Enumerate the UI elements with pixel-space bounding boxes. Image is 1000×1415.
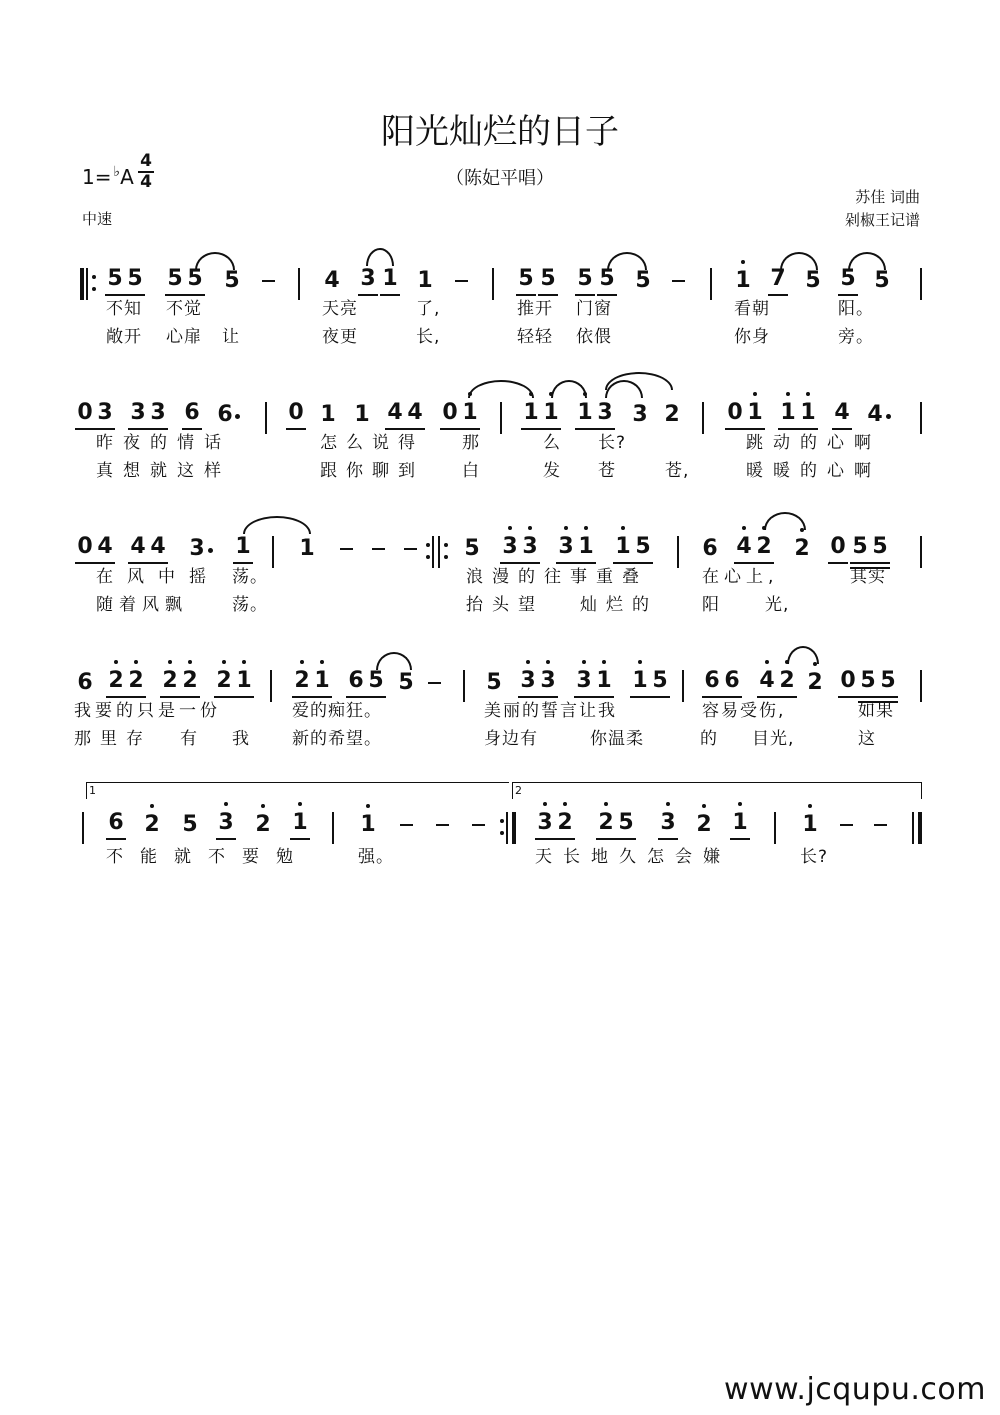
- lyric: 白: [462, 461, 480, 481]
- note-high: 2: [292, 666, 312, 698]
- note-high: 1: [733, 266, 753, 296]
- note: 1: [299, 536, 315, 561]
- lyric: 荡。: [232, 567, 268, 587]
- repeat-dot: [92, 275, 96, 279]
- note: 1: [417, 268, 433, 293]
- note: 6: [702, 536, 718, 561]
- lyric: 其实: [850, 567, 886, 587]
- extension-dash: [672, 280, 685, 282]
- note: 0: [75, 532, 95, 564]
- note-high: 4: [734, 532, 754, 564]
- lyrics-verse-2: [0, 456, 1000, 482]
- note-high: 1: [800, 810, 820, 840]
- note: 5: [366, 666, 386, 698]
- note: 5: [185, 264, 205, 296]
- tie: [605, 372, 673, 390]
- note-high: 1: [460, 398, 480, 430]
- note: 5: [105, 264, 125, 296]
- lyric: 推开: [517, 299, 553, 319]
- note-high: 3: [538, 666, 558, 698]
- note: 1: [354, 402, 370, 427]
- note: 0: [838, 666, 858, 698]
- site-watermark: www.jcqupu.com: [724, 1372, 986, 1407]
- lyric: 灿烂的: [580, 595, 658, 615]
- lyric: 夜更: [322, 327, 358, 347]
- note-high: 2: [777, 666, 797, 698]
- time-numerator: 4: [138, 152, 154, 173]
- note: 5: [125, 264, 145, 296]
- note: 5: [878, 666, 898, 698]
- lyric: 天长地久怎会嫌: [535, 847, 731, 867]
- extension-dash: [436, 824, 449, 826]
- lyric: 门窗: [576, 299, 612, 319]
- lyric: 在风中摇: [96, 567, 220, 587]
- ending-number: 1: [89, 784, 96, 797]
- augmentation-dot: [235, 414, 240, 419]
- note: 0: [828, 532, 848, 564]
- note: 6: [702, 666, 722, 698]
- repeat-end-thick-bar: [512, 812, 516, 844]
- note-high: 4: [757, 666, 777, 698]
- lyric: 跟你聊到: [320, 461, 424, 481]
- extension-dash: [404, 548, 417, 550]
- note: 5: [516, 264, 536, 296]
- lyric: 看朝: [734, 299, 770, 319]
- note-high: 1: [630, 666, 650, 698]
- lyric: 长?: [800, 847, 829, 867]
- note: 7: [768, 264, 788, 296]
- repeat-dot: [500, 831, 504, 835]
- final-thick-bar: [918, 812, 922, 844]
- note-high: 2: [555, 808, 575, 840]
- note-high: 2: [142, 810, 162, 840]
- lyric: 轻轻: [517, 327, 553, 347]
- note-high: 2: [805, 668, 825, 698]
- lyric: 长?: [598, 433, 627, 453]
- note-high: 1: [575, 398, 595, 430]
- note-high: 1: [358, 810, 378, 840]
- tie: [551, 380, 587, 398]
- lyrics-verse-2: [0, 590, 1000, 616]
- note-high: 1: [594, 666, 614, 698]
- lyrics-verse-1: [0, 842, 1000, 868]
- note-high: 3: [658, 808, 678, 840]
- repeat-dot: [426, 555, 430, 559]
- note: 5: [224, 268, 240, 293]
- note-high: 2: [754, 532, 774, 564]
- lyric: 新的希望。: [292, 729, 382, 749]
- note-high: 3: [574, 666, 594, 698]
- note: 0: [286, 398, 306, 430]
- repeat-dot: [444, 543, 448, 547]
- note: 0: [725, 398, 745, 430]
- barline: [332, 812, 334, 844]
- repeat-dot: [444, 555, 448, 559]
- final-bar: [912, 812, 914, 844]
- note: 5: [805, 268, 821, 293]
- note: 5: [635, 268, 651, 293]
- notation-line: [0, 504, 1000, 564]
- note-high: 1: [541, 398, 561, 430]
- tie: [764, 512, 806, 530]
- note: 5: [575, 264, 595, 296]
- lyric: 目光,: [752, 729, 795, 749]
- lyric: 有: [180, 729, 198, 749]
- repeat-dot: [500, 819, 504, 823]
- note: 3: [189, 536, 205, 561]
- lyric: 的: [700, 729, 718, 749]
- tie: [366, 248, 394, 266]
- note: 3: [595, 398, 615, 430]
- note: 6: [106, 808, 126, 840]
- augmentation-dot: [208, 548, 213, 553]
- extension-dash: [840, 824, 853, 826]
- key-signature: [82, 164, 134, 189]
- note: 3: [632, 402, 648, 427]
- note: 6: [217, 402, 233, 427]
- note: 5: [616, 808, 636, 840]
- lyric: 不觉: [166, 299, 202, 319]
- key-note: A: [120, 165, 134, 189]
- note: 3: [95, 398, 115, 430]
- note: 3: [358, 264, 378, 296]
- extension-dash: [262, 280, 275, 282]
- tie: [243, 516, 311, 534]
- note-high: 2: [596, 808, 616, 840]
- lyric: 苍: [598, 461, 616, 481]
- note: 0: [75, 398, 95, 430]
- lyric: 旁。: [838, 327, 874, 347]
- note-high: 1: [778, 398, 798, 430]
- lyric: 随着风飘: [96, 595, 188, 615]
- lyric: 你身: [734, 327, 770, 347]
- lyric: 依偎: [576, 327, 612, 347]
- note-high: 2: [160, 666, 180, 698]
- credits: [845, 186, 920, 232]
- note: 4: [324, 268, 340, 293]
- note-high: 3: [556, 532, 576, 564]
- note: 0: [440, 398, 460, 430]
- note-high: 1: [730, 808, 750, 840]
- notation-line: [0, 370, 1000, 430]
- note-high: 2: [106, 666, 126, 698]
- key-prefix: 1=: [82, 165, 112, 189]
- lyric: 美丽的誓言让我: [484, 701, 617, 721]
- lyrics-verse-1: [0, 428, 1000, 454]
- lyrics-verse-2: [0, 322, 1000, 348]
- note-high: 3: [216, 808, 236, 840]
- lyric: 昨夜的情话: [96, 433, 231, 453]
- lyric: 暖暖的心啊: [746, 461, 881, 481]
- note: 2: [664, 402, 680, 427]
- note-high: 2: [180, 666, 200, 698]
- lyric: 如果: [858, 701, 894, 721]
- lyric: 真想就这样: [96, 461, 231, 481]
- lyric: 荡。: [232, 595, 268, 615]
- note: 5: [874, 268, 890, 293]
- song-title: 阳光灿烂的日子: [381, 112, 619, 152]
- note: 5: [597, 264, 617, 296]
- notation-line: [0, 638, 1000, 698]
- note: 4: [832, 398, 852, 430]
- lyric: 光,: [765, 595, 790, 615]
- singer-credit: （陈妃平唱）: [446, 168, 554, 189]
- note: 5: [850, 532, 870, 564]
- lyric: 长,: [416, 327, 441, 347]
- lyric: 那里存: [74, 729, 152, 749]
- note-high: 3: [518, 666, 538, 698]
- lyric: 爱的痴狂。: [292, 701, 382, 721]
- note: 5: [650, 666, 670, 698]
- lyrics-verse-2: [0, 724, 1000, 750]
- extension-dash: [472, 824, 485, 826]
- extension-dash: [455, 280, 468, 282]
- note: 5: [398, 670, 414, 695]
- barline: [774, 812, 776, 844]
- note: 1: [380, 264, 400, 296]
- lyric: 那: [462, 433, 480, 453]
- note: 4: [405, 398, 425, 430]
- notation-line: [0, 772, 1000, 840]
- note: 4: [148, 532, 168, 564]
- note: 1: [320, 402, 336, 427]
- lyric: 发: [543, 461, 561, 481]
- note: 6: [77, 670, 93, 695]
- flat-sign: ♭: [113, 164, 121, 180]
- lyric: 怎么说得: [320, 433, 424, 453]
- lyric: 抬头望: [466, 595, 544, 615]
- lyric: 了,: [416, 299, 441, 319]
- note-high: 1: [576, 532, 596, 564]
- note: 5: [870, 532, 890, 564]
- lyric: 敞开: [106, 327, 142, 347]
- transcriber: 剁椒王记谱: [844, 211, 920, 229]
- extension-dash: [400, 824, 413, 826]
- note-high: 2: [126, 666, 146, 698]
- note: 4: [867, 402, 883, 427]
- extension-dash: [340, 548, 353, 550]
- lyric: 你温柔: [590, 729, 644, 749]
- lyric: 么: [543, 433, 561, 453]
- note: 6: [346, 666, 366, 698]
- lyric: 强。: [358, 847, 394, 867]
- note-high: 2: [694, 810, 714, 840]
- note: 6: [722, 666, 742, 698]
- note-high: 1: [745, 398, 765, 430]
- note: 5: [464, 536, 480, 561]
- note-high: 1: [613, 532, 633, 564]
- extension-dash: [372, 548, 385, 550]
- extension-dash: [874, 824, 887, 826]
- time-signature: [138, 152, 154, 192]
- lyricist-composer: 苏佳 词曲: [855, 188, 920, 206]
- lyric: 天亮: [322, 299, 358, 319]
- note: 5: [165, 264, 185, 296]
- lyric: 苍,: [665, 461, 690, 481]
- lyric: 在心上,: [702, 567, 779, 587]
- note-high: 2: [214, 666, 234, 698]
- note: 4: [128, 532, 148, 564]
- note-high: 1: [312, 666, 332, 698]
- note: 5: [838, 264, 858, 296]
- note: 3: [148, 398, 168, 430]
- note-high: 2: [253, 810, 273, 840]
- lyrics-verse-1: [0, 696, 1000, 722]
- note-high: 3: [535, 808, 555, 840]
- note: 5: [538, 264, 558, 296]
- lyric: 心扉: [166, 327, 202, 347]
- tempo-marking: 中速: [82, 210, 113, 228]
- note: 4: [95, 532, 115, 564]
- lyric: 这: [858, 729, 876, 749]
- augmentation-dot: [886, 414, 891, 419]
- note-high: 3: [500, 532, 520, 564]
- note-high: 2: [792, 534, 812, 564]
- note: 5: [858, 666, 878, 698]
- note: 1: [233, 532, 253, 564]
- tie: [468, 380, 534, 398]
- lyric: 阳: [702, 595, 720, 615]
- note-high: 1: [521, 398, 541, 430]
- note-high: 1: [234, 666, 254, 698]
- note: 3: [128, 398, 148, 430]
- lyric: 容易受伤,: [702, 701, 786, 721]
- note: 5: [633, 532, 653, 564]
- lyric: 让: [222, 327, 240, 347]
- repeat-dot: [426, 543, 430, 547]
- lyric: 跳动的心啊: [746, 433, 881, 453]
- repeat-dot: [92, 287, 96, 291]
- note: 4: [385, 398, 405, 430]
- note-high: 1: [290, 808, 310, 840]
- lyric: 不知: [106, 299, 142, 319]
- lyric: 身边有: [484, 729, 538, 749]
- note-high: 1: [798, 398, 818, 430]
- lyric: 不能就不要勉: [106, 847, 310, 867]
- note: 5: [486, 670, 502, 695]
- notation-line: [0, 236, 1000, 296]
- lyrics-verse-1: [0, 562, 1000, 588]
- note: 5: [182, 812, 198, 837]
- note: 6: [182, 398, 202, 430]
- note-high: 3: [520, 532, 540, 564]
- lyric: 浪漫的往事重叠: [466, 567, 648, 587]
- repeat-end-bar: [506, 812, 508, 844]
- lyric: 阳。: [838, 299, 874, 319]
- lyric: 我: [232, 729, 250, 749]
- extension-dash: [428, 682, 441, 684]
- time-denominator: 4: [140, 172, 152, 192]
- lyric: 我要的只是一份: [74, 701, 221, 721]
- lyrics-verse-1: [0, 294, 1000, 320]
- ending-number: 2: [515, 784, 522, 797]
- barline: [82, 812, 84, 844]
